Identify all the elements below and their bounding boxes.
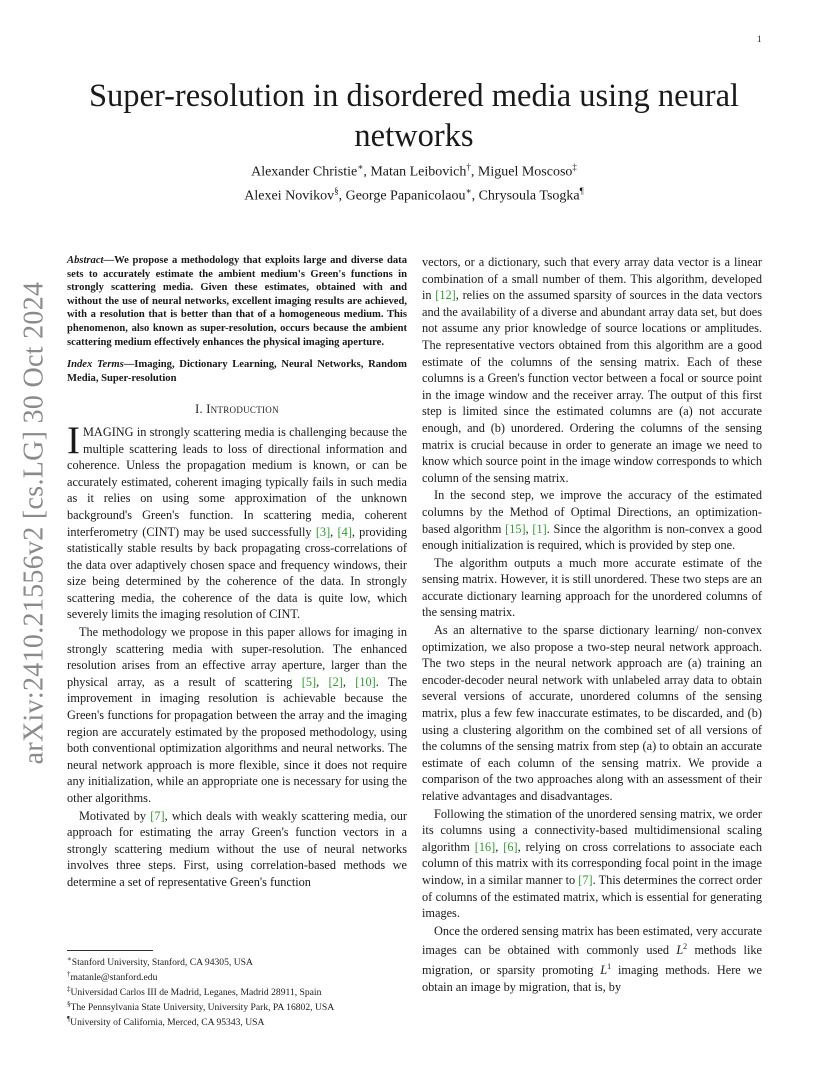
index-terms-text: —Imaging, Dictionary Learning, Neural Networks, Random Media, Super-resolution bbox=[67, 359, 407, 384]
footnote bbox=[67, 984, 407, 999]
text-run: , bbox=[495, 839, 504, 854]
citation-link[interactable]: [7] bbox=[150, 808, 165, 823]
index-terms-label: Index Terms bbox=[67, 359, 124, 371]
text-run: , bbox=[525, 521, 533, 536]
footnote-mark: † bbox=[67, 969, 71, 978]
abstract bbox=[67, 254, 407, 349]
footnote-mark: ¶ bbox=[67, 1014, 71, 1023]
text-run: MAGING in strongly scattering media is challenging because the multiple scattering leads to loss of directional information and coherence. Unless the propagation medium is known, or can be accurately estimated, coherent imaging typically fails in such media as it relies on using some approximation of the unknown background's Green's function. In scattering media, coherent interferometry (CINT) may be used successfully bbox=[67, 424, 407, 539]
text-run: . Since the algorithm is non-convex a good enough initialization is required, which is provided by step one. bbox=[422, 521, 762, 553]
author-line-1: Alexander Christie∗, Matan Leibovich†, Miguel Moscoso‡ bbox=[251, 162, 577, 180]
text-run: The methodology we propose in this paper allows for imaging in strongly scattering media with super-resolution. The enhanced resolution arises from an effective array aperture, larger than the physical array, as a result of scattering bbox=[67, 625, 407, 689]
intro-paragraph-1 bbox=[67, 418, 407, 623]
author-name: Miguel Moscoso bbox=[477, 164, 573, 180]
arxiv-identifier-text: arXiv:2410.21556v2 [cs.LG] 30 Oct 2024 bbox=[18, 281, 49, 765]
author-list bbox=[80, 158, 748, 205]
intro-paragraph-2 bbox=[67, 624, 407, 807]
text-run: , bbox=[342, 674, 356, 689]
text-run: In the second step, we improve the accuracy of the estimated columns by the Method of Optimal Directions, an optimization-based algorithm bbox=[422, 488, 762, 536]
math-symbol: L bbox=[676, 943, 684, 958]
footnote-mark: § bbox=[67, 999, 71, 1008]
citation-link[interactable]: [16] bbox=[474, 839, 496, 854]
intro-paragraph-1-body bbox=[67, 418, 407, 622]
paper-title: Super-resolution in disordered media using neural networks bbox=[88, 78, 740, 154]
footnote-text: Stanford University, Stanford, CA 94305, USA bbox=[71, 957, 253, 969]
left-column bbox=[67, 254, 407, 892]
footnote-rule bbox=[67, 950, 153, 951]
author-name: Alexei Novikov bbox=[244, 188, 335, 204]
right-paragraph-2 bbox=[422, 487, 762, 553]
right-paragraph-4 bbox=[422, 622, 762, 805]
footnote bbox=[67, 969, 407, 984]
text-run: , relying on cross correlations to associate each column of this matrix with its corresponding focal point in the image window, in a similar manner to bbox=[422, 839, 762, 887]
math-exponent: 2 bbox=[683, 942, 688, 952]
math-exponent: 1 bbox=[607, 962, 612, 972]
text-run: . The improvement in imaging resolution is achievable because the Green's functions for propagation between the array and the imaging region are accurately estimated by the proposed methodology, using both conventional optimization algorithms and neural networks. The neural network approach is more flexible, since it does not require any initialization, while an appropriate one is necessary for using the other algorithms. bbox=[67, 674, 407, 805]
footnote-text: matanle@stanford.edu bbox=[70, 972, 158, 984]
footnotes bbox=[67, 950, 407, 1028]
footnote-list bbox=[67, 954, 407, 1028]
citation-link[interactable]: [6] bbox=[503, 839, 518, 854]
citation-link[interactable]: [5] bbox=[301, 674, 317, 689]
right-paragraph-3 bbox=[422, 555, 762, 621]
text-run: , relies on the assumed sparsity of sources in the data vectors and the availability of a diverse and abundant array data set, but does not assume any prior knowledge of source locations or amplitudes. The representative vectors obtained from this algorithm are a good estimate of the columns of the sensing matrix. Each of these columns is a Green's function vector between a focal or source point in the image window and the receiver array. The output of this first step is limited since the estimated columns are (a) not accurate enough, and (b) unordered. Ordering the columns of the sensing matrix is crucial because in order to generate an image we need to know which source point in the image window corresponds to which column of the sensing matrix. bbox=[422, 288, 762, 485]
text-run: imaging methods. Here we obtain an image by migration, that is, by bbox=[422, 963, 762, 994]
author-name: George Papanicolaou bbox=[345, 188, 466, 204]
citation-link[interactable]: [1] bbox=[532, 521, 547, 536]
citation-link[interactable]: [12] bbox=[435, 288, 456, 303]
footnote-text: Universidad Carlos III de Madrid, Leganes, Madrid 28911, Spain bbox=[70, 986, 322, 998]
right-paragraph-1 bbox=[422, 254, 762, 486]
page-number: 1 bbox=[757, 34, 762, 44]
affiliation-mark: ‡ bbox=[572, 162, 577, 172]
footnote bbox=[67, 1014, 407, 1029]
abstract-text: —We propose a methodology that exploits large and diverse data sets to accurately estimate the ambient medium's Green's functions in strongly scattering media. Given these estimates, obtained with and without the use of neural networks, excellent imaging results are achieved, with a resolution that is better than that of a homogeneous medium. This phenomenon, also known as super-resolution, occurs because the ambient scattering medium effectively enhances the physical imaging aperture. bbox=[67, 255, 407, 348]
right-paragraph-6 bbox=[422, 923, 762, 996]
citation-link[interactable]: [10] bbox=[355, 674, 376, 689]
affiliation-mark: ∗ bbox=[357, 162, 364, 172]
citation-link[interactable]: [3] bbox=[315, 524, 331, 539]
text-run: Motivated by bbox=[79, 808, 151, 823]
author-name: Chrysoula Tsogka bbox=[478, 188, 580, 204]
text-run: Once the ordered sensing matrix has been estimated, very accurate images can be obtained with commonly used bbox=[422, 923, 762, 958]
affiliation-mark: † bbox=[466, 162, 471, 172]
right-column bbox=[422, 254, 762, 996]
section-heading-introduction: I. Introduction bbox=[195, 402, 279, 417]
footnote-text: University of California, Merced, CA 95343, USA bbox=[70, 1016, 265, 1028]
right-paragraph-5 bbox=[422, 806, 762, 922]
arxiv-identifier-stamp bbox=[12, 280, 56, 766]
text-run: vectors, or a dictionary, such that every array data vector is a linear combination of a small number of them. This algorithm, developed in bbox=[422, 255, 762, 303]
text-run: . This determines the correct order of columns of the estimated matrix, which is essential for generating images. bbox=[422, 872, 762, 921]
text-run: The algorithm outputs a much more accurate estimate of the sensing matrix. However, it is still unordered. These two steps are an accurate dictionary learning approach for the unordered columns of the sensing matrix. bbox=[422, 555, 762, 620]
drop-cap: I bbox=[67, 418, 80, 462]
text-run: As an alternative to the sparse dictionary learning/ non-convex optimization, we also propose a two-step neural network approach. The two steps in the neural network approach are (a) training an encoder-decoder neural network with unlabeled array data to obtain several versions of accurate, unordered columns of the sensing matrix, plus a few few inaccurate estimates, to be discarded, and (b) using a clustering algorithm on the combined set of all versions of the columns of the sensing matrix from step (a) to obtain an accurate estimate of each column of the sensing matrix. We provide a comparison of the two approaches along with an assessment of their relative advantages and disadvantages. bbox=[422, 623, 762, 803]
abstract-label: Abstract bbox=[67, 255, 104, 266]
text-run: , which deals with weakly scattering media, our approach for estimating the array Green's function vectors in a strongly scattering medium without the use of neural networks involves three steps. First, using correlation-based methods we determine a set of representative Green's function bbox=[67, 808, 407, 889]
text-run: , bbox=[316, 674, 329, 689]
index-terms bbox=[67, 358, 407, 385]
citation-link[interactable]: [7] bbox=[578, 872, 593, 887]
footnote bbox=[67, 954, 407, 969]
footnote bbox=[67, 999, 407, 1014]
affiliation-mark: § bbox=[334, 185, 339, 196]
author-name: Matan Leibovich bbox=[370, 164, 467, 180]
text-run: methods like migration, or sparsity promoting bbox=[422, 943, 762, 978]
affiliation-mark: ¶ bbox=[579, 185, 584, 196]
footnote-mark: ∗ bbox=[67, 955, 72, 963]
affiliation-mark: ∗ bbox=[465, 185, 472, 196]
text-run: , providing statistically stable results by back propagating cross-correlations of the data over adaptively chosen space and frequency windows, their size being determined by the coherence of the data. In strongly scattering media, the coherence of the data is quite low, which severely limits the imaging resolution of CINT. bbox=[67, 524, 407, 622]
intro-paragraph-3 bbox=[67, 808, 407, 891]
math-symbol: L bbox=[600, 963, 608, 978]
citation-link[interactable]: [4] bbox=[337, 524, 352, 539]
footnote-text: The Pennsylvania State University, University Park, PA 16802, USA bbox=[70, 1001, 335, 1013]
text-run: Following the stimation of the unordered sensing matrix, we order its columns using a connectivity-based multidimensional scaling algorithm bbox=[422, 806, 762, 854]
author-line-2: Alexei Novikov§, George Papanicolaou∗, Chrysoula Tsogka¶ bbox=[244, 185, 584, 204]
text-run: , bbox=[330, 524, 338, 539]
citation-link[interactable]: [15] bbox=[505, 521, 526, 536]
footnote-mark: ‡ bbox=[67, 984, 71, 993]
citation-link[interactable]: [2] bbox=[328, 674, 343, 689]
author-name: Alexander Christie bbox=[251, 164, 358, 180]
